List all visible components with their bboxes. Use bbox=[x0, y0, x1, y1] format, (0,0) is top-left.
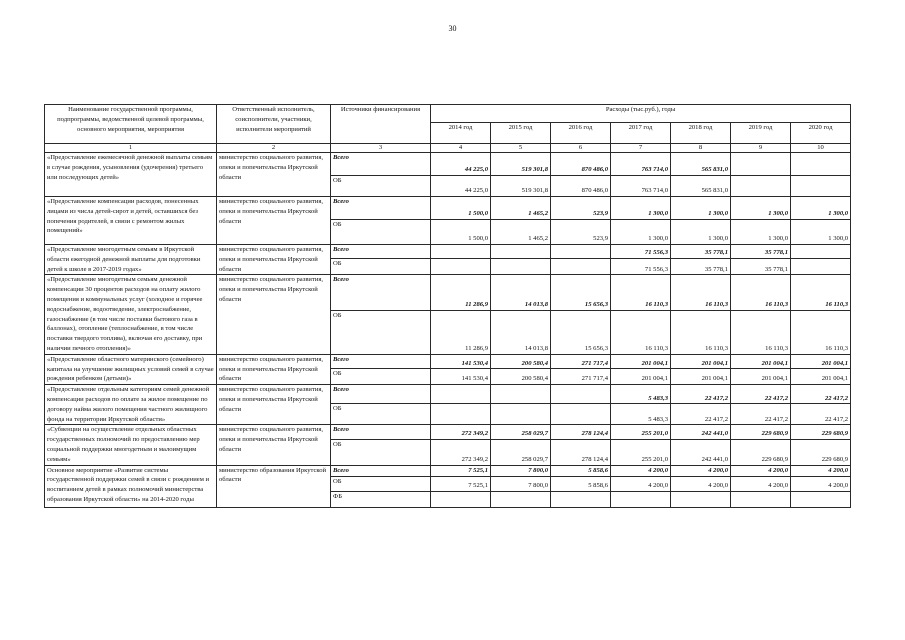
amount-cell bbox=[791, 245, 851, 259]
column-number: 6 bbox=[551, 144, 611, 153]
amount-cell: 16 110,3 bbox=[731, 311, 791, 355]
amount-cell: 4 200,0 bbox=[791, 465, 851, 476]
header-executor: Ответственный исполнитель, соисполнители, участники, исполнители мероприятий bbox=[217, 105, 331, 144]
executor-cell: министерство социального развития, опеки и попечительства Иркутской области bbox=[217, 245, 331, 275]
amount-cell bbox=[551, 245, 611, 259]
amount-cell: 200 580,4 bbox=[491, 354, 551, 369]
amount-cell bbox=[791, 491, 851, 507]
amount-cell: 4 200,0 bbox=[611, 465, 671, 476]
executor-cell: министерство социального развития, опеки и попечительства Иркутской области bbox=[217, 197, 331, 245]
funding-source-cell: Всего bbox=[331, 275, 431, 311]
funding-source-cell: Всего bbox=[331, 197, 431, 220]
amount-cell bbox=[731, 491, 791, 507]
table-row bbox=[45, 197, 851, 220]
amount-cell: 11 286,9 bbox=[431, 311, 491, 355]
amount-cell: 258 029,7 bbox=[491, 425, 551, 439]
amount-cell bbox=[431, 404, 491, 425]
amount-cell: 141 530,4 bbox=[431, 354, 491, 369]
program-name-cell: «Предоставление многодетным семьям в Иркутской области ежегодной денежной выплаты для подготовки детей к школе в 2017-2019 годах» bbox=[45, 245, 217, 275]
amount-cell bbox=[491, 491, 551, 507]
header-year: 2018 год bbox=[671, 123, 731, 144]
column-number: 1 bbox=[45, 144, 217, 153]
amount-cell: 35 778,1 bbox=[671, 245, 731, 259]
amount-cell: 22 417,2 bbox=[791, 385, 851, 404]
amount-cell: 565 831,0 bbox=[671, 176, 731, 197]
executor-cell: министерство социального развития, опеки и попечительства Иркутской области bbox=[217, 275, 331, 354]
amount-cell: 763 714,0 bbox=[611, 176, 671, 197]
program-name-cell: «Субвенции на осуществление отдельных областных государственных полномочий по предоставлению мер социальной поддержки многодетным и малоимущим семьям» bbox=[45, 425, 217, 465]
column-number: 3 bbox=[331, 144, 431, 153]
header-year: 2019 год bbox=[731, 123, 791, 144]
amount-cell: 35 778,1 bbox=[731, 259, 791, 275]
table-row bbox=[45, 385, 851, 404]
amount-cell: 44 225,0 bbox=[431, 176, 491, 197]
amount-cell: 229 680,9 bbox=[731, 425, 791, 439]
amount-cell: 1 300,0 bbox=[731, 220, 791, 245]
amount-cell: 5 483,3 bbox=[611, 385, 671, 404]
amount-cell: 201 004,1 bbox=[731, 354, 791, 369]
header-funding-source: Источники финансирования bbox=[331, 105, 431, 144]
amount-cell: 1 300,0 bbox=[611, 197, 671, 220]
amount-cell: 15 656,3 bbox=[551, 275, 611, 311]
amount-cell: 1 500,0 bbox=[431, 220, 491, 245]
column-number: 7 bbox=[611, 144, 671, 153]
amount-cell: 229 680,9 bbox=[731, 439, 791, 465]
amount-cell: 7 800,0 bbox=[491, 476, 551, 491]
amount-cell: 258 029,7 bbox=[491, 439, 551, 465]
amount-cell bbox=[431, 385, 491, 404]
column-number: 5 bbox=[491, 144, 551, 153]
program-name-cell: «Предоставление отдельным категориям семей денежной компенсации расходов по оплате за жилое помещение по договору найма жилого помещения частного жилищного фонда на территории Иркутской области» bbox=[45, 385, 217, 425]
amount-cell bbox=[491, 245, 551, 259]
funding-source-cell: ОБ bbox=[331, 369, 431, 385]
amount-cell bbox=[491, 385, 551, 404]
table-row bbox=[45, 275, 851, 311]
executor-cell: министерство социального развития, опеки и попечительства Иркутской области bbox=[217, 354, 331, 384]
amount-cell: 71 556,3 bbox=[611, 259, 671, 275]
amount-cell: 22 417,2 bbox=[731, 404, 791, 425]
table-row bbox=[45, 245, 851, 259]
program-name-cell: «Предоставление областного материнского (семейного) капитала на улучшение жилищных условий семей в случае рождения ребенком (детьми)» bbox=[45, 354, 217, 384]
amount-cell: 201 004,1 bbox=[611, 369, 671, 385]
amount-cell: 22 417,2 bbox=[671, 385, 731, 404]
amount-cell: 4 200,0 bbox=[731, 476, 791, 491]
amount-cell: 523,9 bbox=[551, 220, 611, 245]
amount-cell: 35 778,1 bbox=[671, 259, 731, 275]
header-program-name: Наименование государственной программы, подпрограммы, ведомственной целевой программы, основного мероприятия, мероприятия bbox=[45, 105, 217, 144]
amount-cell: 255 201,0 bbox=[611, 425, 671, 439]
header-year: 2017 год bbox=[611, 123, 671, 144]
amount-cell: 1 300,0 bbox=[731, 197, 791, 220]
amount-cell: 22 417,2 bbox=[671, 404, 731, 425]
program-name-cell: «Предоставление многодетным семьям денежной компенсации 30 процентов расходов на оплату жилого помещения и коммунальных услуг (холодное и горячее водоснабжение, водоотведение, электроснабжение, газоснабжение (в том числе поставки бытового газа в баллонах), отопление (теплоснабжение, в том числе поставки твердого топлива), включая его доставку, при наличии печного отопления)» bbox=[45, 275, 217, 354]
amount-cell: 519 301,8 bbox=[491, 176, 551, 197]
amount-cell: 16 110,3 bbox=[731, 275, 791, 311]
amount-cell: 7 525,1 bbox=[431, 476, 491, 491]
amount-cell: 278 124,4 bbox=[551, 439, 611, 465]
budget-table bbox=[44, 104, 851, 508]
amount-cell bbox=[731, 176, 791, 197]
funding-source-cell: ФБ bbox=[331, 491, 431, 507]
header-year: 2016 год bbox=[551, 123, 611, 144]
amount-cell: 242 441,0 bbox=[671, 425, 731, 439]
funding-source-cell: ОБ bbox=[331, 476, 431, 491]
amount-cell: 242 441,0 bbox=[671, 439, 731, 465]
amount-cell: 201 004,1 bbox=[791, 369, 851, 385]
executor-cell: министерство социального развития, опеки и попечительства Иркутской области bbox=[217, 153, 331, 197]
amount-cell: 4 200,0 bbox=[791, 476, 851, 491]
amount-cell bbox=[791, 153, 851, 176]
amount-cell: 870 486,0 bbox=[551, 153, 611, 176]
funding-source-cell: ОБ bbox=[331, 259, 431, 275]
amount-cell: 1 300,0 bbox=[791, 197, 851, 220]
amount-cell bbox=[551, 259, 611, 275]
amount-cell: 201 004,1 bbox=[671, 369, 731, 385]
amount-cell: 5 483,3 bbox=[611, 404, 671, 425]
amount-cell: 4 200,0 bbox=[671, 476, 731, 491]
amount-cell bbox=[671, 491, 731, 507]
column-number: 2 bbox=[217, 144, 331, 153]
amount-cell: 16 110,3 bbox=[611, 275, 671, 311]
funding-source-cell: ОБ bbox=[331, 311, 431, 355]
program-name-cell: Основное мероприятие «Развитие системы государственной поддержки семей в связи с рождением и воспитанием детей в рамках полномочий министерства образования Иркутской области» на 2014-2020 годы bbox=[45, 465, 217, 507]
amount-cell: 1 500,0 bbox=[431, 197, 491, 220]
funding-source-cell: ОБ bbox=[331, 404, 431, 425]
header-year: 2020 год bbox=[791, 123, 851, 144]
amount-cell: 4 200,0 bbox=[731, 465, 791, 476]
funding-source-cell: Всего bbox=[331, 153, 431, 176]
program-name-cell: «Предоставление компенсации расходов, понесенных лицами из числа детей-сирот и детей, оставшихся без попечения родителей, в связи с ремонтом жилых помещений» bbox=[45, 197, 217, 245]
amount-cell: 272 349,2 bbox=[431, 439, 491, 465]
amount-cell: 272 349,2 bbox=[431, 425, 491, 439]
amount-cell: 870 486,0 bbox=[551, 176, 611, 197]
amount-cell: 1 300,0 bbox=[671, 197, 731, 220]
amount-cell: 141 530,4 bbox=[431, 369, 491, 385]
amount-cell: 7 800,0 bbox=[491, 465, 551, 476]
table-row bbox=[45, 465, 851, 476]
amount-cell bbox=[791, 259, 851, 275]
table-row bbox=[45, 425, 851, 439]
amount-cell: 255 201,0 bbox=[611, 439, 671, 465]
amount-cell bbox=[491, 259, 551, 275]
amount-cell: 271 717,4 bbox=[551, 354, 611, 369]
funding-source-cell: Всего bbox=[331, 465, 431, 476]
amount-cell: 565 831,0 bbox=[671, 153, 731, 176]
funding-source-cell: Всего bbox=[331, 385, 431, 404]
table-row bbox=[45, 354, 851, 369]
column-number: 4 bbox=[431, 144, 491, 153]
column-number: 9 bbox=[731, 144, 791, 153]
amount-cell: 1 300,0 bbox=[671, 220, 731, 245]
column-number: 8 bbox=[671, 144, 731, 153]
amount-cell bbox=[431, 491, 491, 507]
funding-source-cell: Всего bbox=[331, 425, 431, 439]
amount-cell: 5 858,6 bbox=[551, 465, 611, 476]
amount-cell: 200 580,4 bbox=[491, 369, 551, 385]
amount-cell: 11 286,9 bbox=[431, 275, 491, 311]
amount-cell bbox=[491, 404, 551, 425]
amount-cell: 22 417,2 bbox=[791, 404, 851, 425]
amount-cell bbox=[731, 153, 791, 176]
funding-source-cell: ОБ bbox=[331, 220, 431, 245]
amount-cell bbox=[431, 259, 491, 275]
amount-cell: 229 680,9 bbox=[791, 425, 851, 439]
amount-cell: 44 225,0 bbox=[431, 153, 491, 176]
amount-cell: 1 300,0 bbox=[791, 220, 851, 245]
amount-cell: 523,9 bbox=[551, 197, 611, 220]
funding-source-cell: ОБ bbox=[331, 176, 431, 197]
funding-source-cell: Всего bbox=[331, 245, 431, 259]
amount-cell: 71 556,3 bbox=[611, 245, 671, 259]
amount-cell: 14 013,8 bbox=[491, 275, 551, 311]
amount-cell: 4 200,0 bbox=[611, 476, 671, 491]
amount-cell: 1 465,2 bbox=[491, 197, 551, 220]
header-year: 2015 год bbox=[491, 123, 551, 144]
amount-cell: 16 110,3 bbox=[791, 311, 851, 355]
amount-cell bbox=[611, 491, 671, 507]
amount-cell: 201 004,1 bbox=[671, 354, 731, 369]
funding-source-cell: ОБ bbox=[331, 439, 431, 465]
amount-cell: 22 417,2 bbox=[731, 385, 791, 404]
amount-cell: 201 004,1 bbox=[611, 354, 671, 369]
amount-cell bbox=[791, 176, 851, 197]
amount-cell: 16 110,3 bbox=[791, 275, 851, 311]
amount-cell: 1 465,2 bbox=[491, 220, 551, 245]
amount-cell: 35 778,1 bbox=[731, 245, 791, 259]
amount-cell: 16 110,3 bbox=[671, 311, 731, 355]
amount-cell bbox=[551, 404, 611, 425]
column-number: 10 bbox=[791, 144, 851, 153]
amount-cell: 7 525,1 bbox=[431, 465, 491, 476]
amount-cell: 201 004,1 bbox=[791, 354, 851, 369]
funding-source-cell: Всего bbox=[331, 354, 431, 369]
header-expenses: Расходы (тыс.руб.), годы bbox=[431, 105, 851, 123]
amount-cell: 16 110,3 bbox=[611, 311, 671, 355]
amount-cell bbox=[431, 245, 491, 259]
table-row bbox=[45, 153, 851, 176]
amount-cell: 14 013,8 bbox=[491, 311, 551, 355]
amount-cell bbox=[551, 385, 611, 404]
amount-cell bbox=[551, 491, 611, 507]
page-number: 30 bbox=[448, 24, 457, 33]
amount-cell: 763 714,0 bbox=[611, 153, 671, 176]
executor-cell: министерство образования Иркутской области bbox=[217, 465, 331, 507]
amount-cell: 16 110,3 bbox=[671, 275, 731, 311]
executor-cell: министерство социального развития, опеки и попечительства Иркутской области bbox=[217, 385, 331, 425]
amount-cell: 201 004,1 bbox=[731, 369, 791, 385]
header-year: 2014 год bbox=[431, 123, 491, 144]
amount-cell: 5 858,6 bbox=[551, 476, 611, 491]
amount-cell: 271 717,4 bbox=[551, 369, 611, 385]
amount-cell: 4 200,0 bbox=[671, 465, 731, 476]
amount-cell: 15 656,3 bbox=[551, 311, 611, 355]
amount-cell: 1 300,0 bbox=[611, 220, 671, 245]
amount-cell: 229 680,9 bbox=[791, 439, 851, 465]
program-name-cell: «Предоставление ежемесячной денежной выплаты семьям в случае рождения, усыновления (удочерения) третьего или последующих детей» bbox=[45, 153, 217, 197]
amount-cell: 519 301,8 bbox=[491, 153, 551, 176]
executor-cell: министерство социального развития, опеки и попечительства Иркутской области bbox=[217, 425, 331, 465]
amount-cell: 278 124,4 bbox=[551, 425, 611, 439]
